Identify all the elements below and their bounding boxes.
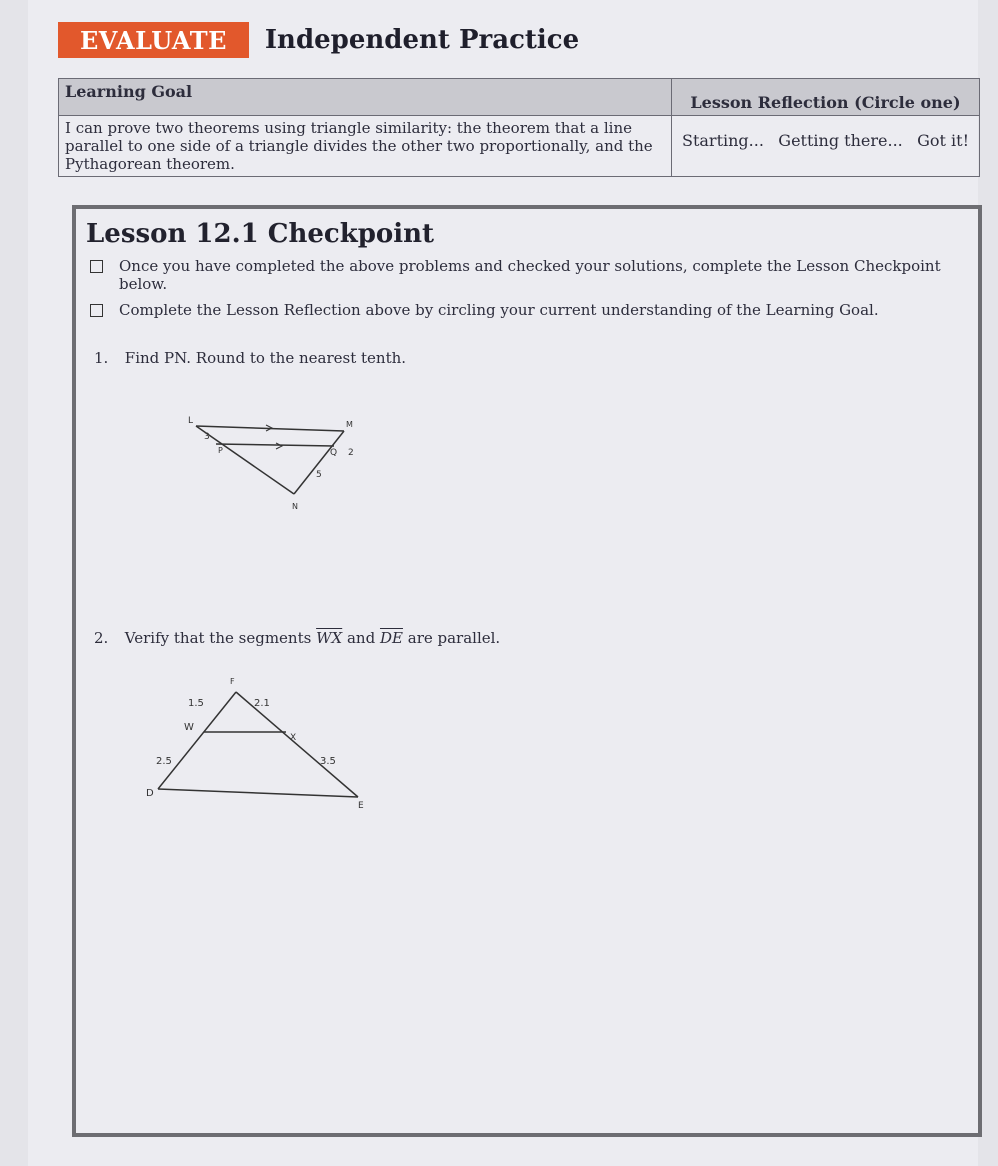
learning-goal-header: Learning Goal	[59, 79, 672, 116]
segment-DE: $\overline{DE}$	[379, 629, 403, 647]
question-1	[94, 349, 406, 367]
option-getting-there[interactable]: Getting there...	[778, 131, 903, 150]
checkbox[interactable]	[90, 304, 103, 317]
length-FX: 2.1	[254, 698, 270, 709]
length-FW: 1.5	[188, 698, 204, 709]
length-MQ: 2	[348, 448, 354, 458]
worksheet-page	[28, 0, 978, 1166]
label-F: F	[230, 677, 235, 686]
length-LP: 3	[204, 432, 210, 442]
checklist-text-2: Complete the Lesson Reflection above by circling your current understanding of the Learning Goal.	[119, 301, 879, 319]
label-L: L	[188, 416, 194, 426]
learning-goal-text: I can prove two theorems using triangle similarity: the theorem that a line parallel to one side of a triangle divides the other two proportionally, and the Pythagorean theorem.	[59, 116, 672, 177]
label-P: P	[218, 446, 223, 455]
page-header	[58, 18, 579, 62]
lesson-reflection-header: Lesson Reflection (Circle one)	[672, 79, 980, 116]
length-QN: 5	[316, 470, 322, 480]
question-text: Find PN. Round to the nearest tenth.	[124, 349, 407, 367]
reflection-options	[672, 116, 980, 177]
length-XE: 3.5	[320, 756, 336, 767]
question-text-after: are parallel.	[407, 629, 501, 647]
label-X: X	[290, 733, 297, 743]
label-E: E	[358, 801, 364, 811]
question-text-before: Verify that the segments	[124, 629, 312, 647]
learning-goal-table	[58, 78, 980, 177]
checklist-item-2	[90, 301, 950, 319]
page-title: Independent Practice	[264, 25, 580, 55]
label-D: D	[146, 788, 154, 799]
label-N: N	[292, 502, 298, 511]
label-M: M	[346, 420, 353, 429]
question-text-mid: and	[346, 629, 376, 647]
evaluate-badge: EVALUATE	[58, 22, 249, 58]
checkpoint-box	[72, 205, 982, 1137]
checklist-text-1: Once you have completed the above problems and checked your solutions, complete the Lesson Checkpoint below.	[119, 257, 941, 293]
label-W: W	[184, 722, 194, 733]
checklist-item-1	[90, 257, 950, 293]
checkpoint-title: Lesson 12.1 Checkpoint	[86, 219, 435, 249]
option-got-it[interactable]: Got it!	[917, 131, 969, 150]
option-starting[interactable]: Starting...	[682, 131, 764, 150]
triangle-figure-2	[126, 664, 366, 814]
segment-WX: $\overline{WX}$	[316, 629, 343, 647]
checkbox[interactable]	[90, 260, 103, 273]
question-number: 2.	[94, 629, 109, 647]
label-Q: Q	[330, 448, 338, 458]
question-number: 1.	[94, 349, 109, 367]
question-2	[94, 629, 500, 647]
triangle-figure-1	[166, 409, 366, 519]
length-WD: 2.5	[156, 756, 172, 767]
